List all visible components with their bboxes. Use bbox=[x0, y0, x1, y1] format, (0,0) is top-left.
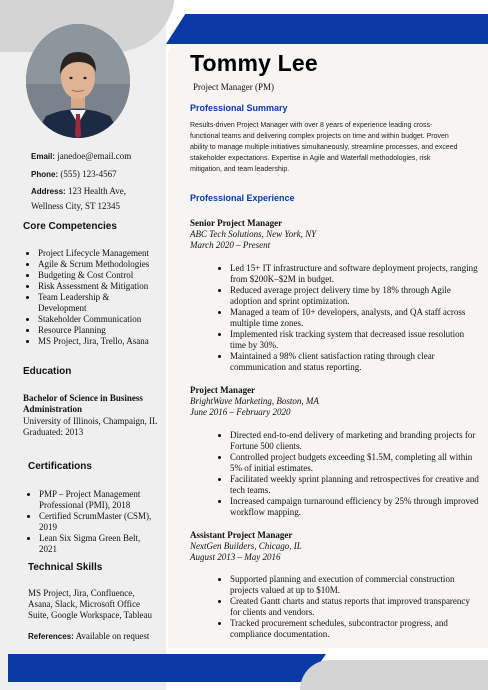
education-graduated: Graduated: 2013 bbox=[23, 427, 84, 437]
address-label: Address: bbox=[31, 187, 66, 196]
job-company: BrightWave Marketing, Boston, MA bbox=[190, 396, 319, 406]
education-degree: Bachelor of Science in Business Administration bbox=[23, 393, 143, 414]
contact-phone bbox=[31, 169, 117, 180]
address-line1: 123 Health Ave, bbox=[67, 186, 127, 196]
bottom-blue-banner bbox=[8, 654, 326, 682]
references-label: References: bbox=[28, 632, 74, 641]
list-item: • Project Lifecycle Management bbox=[38, 248, 178, 259]
professional-summary-heading: Professional Summary bbox=[190, 103, 288, 113]
job-title: Senior Project Manager bbox=[190, 218, 283, 228]
list-item: • Stakeholder Communication bbox=[38, 314, 178, 325]
references-value: Available on request bbox=[75, 631, 150, 641]
list-item: • Lean Six Sigma Green Belt, 2021 bbox=[39, 533, 149, 555]
contact-email bbox=[31, 151, 131, 162]
job-bullets bbox=[219, 574, 480, 640]
list-item: • Managed a team of 10+ developers, analysts, and QA staff across multiple time zones. bbox=[230, 307, 480, 329]
email-value[interactable]: janedoe@email.com bbox=[57, 151, 132, 161]
technical-skills-heading: Technical Skills bbox=[28, 562, 103, 573]
job-company: ABC Tech Solutions, New York, NY bbox=[190, 229, 317, 239]
job-dates: August 2013 – May 2016 bbox=[190, 552, 281, 562]
list-item: • Facilitated weekly sprint planning and retrospectives for creative and tech teams. bbox=[230, 474, 480, 496]
education-heading: Education bbox=[23, 366, 72, 377]
list-item: • Increased campaign turnaround efficiency by 25% through improved workflow mapping. bbox=[230, 496, 480, 518]
top-blue-banner bbox=[166, 14, 488, 44]
list-item: • Controlled project budgets exceeding $1.5M, completing all within 5% of initial estimates. bbox=[230, 452, 480, 474]
contact-address bbox=[31, 186, 126, 197]
list-item: • Created Gantt charts and status reports that improved transparency for clients and vendors. bbox=[230, 596, 480, 618]
bottom-right-decorative-shape bbox=[300, 660, 488, 690]
list-item: • Team Leadership & Development bbox=[38, 292, 118, 314]
list-item: • Tracked procurement schedules, subcontractor progress, and compliance documentation. bbox=[230, 618, 480, 640]
list-item: • Risk Assessment & Mitigation bbox=[38, 281, 178, 292]
list-item: • Maintained a 98% client satisfaction rating through clear communication and status reporting. bbox=[230, 351, 480, 373]
list-item: • Agile & Scrum Methodologies bbox=[38, 259, 178, 270]
address-line2: Wellness City, ST 12345 bbox=[31, 201, 121, 211]
certifications-list bbox=[26, 489, 171, 555]
list-item: • Led 15+ IT infrastructure and software deployment projects, ranging from $200K–$2M in budget. bbox=[230, 263, 480, 285]
candidate-role: Project Manager (PM) bbox=[193, 82, 274, 92]
profile-photo bbox=[26, 24, 130, 138]
list-item: • Supported planning and execution of commercial construction projects valued at up to $10M. bbox=[230, 574, 480, 596]
job-title: Project Manager bbox=[190, 385, 256, 395]
list-item: • Reduced average project delivery time by 18% through Agile adoption and sprint optimization. bbox=[230, 285, 480, 307]
education-school: University of Illinois, Champaign, IL bbox=[23, 416, 158, 426]
list-item: • Directed end-to-end delivery of marketing and branding projects for Fortune 500 clients. bbox=[230, 430, 480, 452]
job-dates: June 2016 – February 2020 bbox=[190, 407, 291, 417]
list-item: • MS Project, Jira, Trello, Asana bbox=[38, 336, 178, 347]
phone-value: (555) 123-4567 bbox=[60, 169, 117, 179]
job-title: Assistant Project Manager bbox=[190, 530, 293, 540]
phone-label: Phone: bbox=[31, 170, 59, 179]
list-item: • Budgeting & Cost Control bbox=[38, 270, 178, 281]
email-label: Email: bbox=[31, 152, 56, 161]
job-bullets bbox=[219, 263, 480, 373]
job-dates: March 2020 – Present bbox=[190, 240, 271, 250]
professional-experience-heading: Professional Experience bbox=[190, 193, 295, 203]
list-item: • Certified ScrumMaster (CSM), 2019 bbox=[39, 511, 171, 533]
list-item: • Resource Planning bbox=[38, 325, 178, 336]
professional-summary-text: Results-driven Project Manager with over 8 years of experience leading cross-functional teams and delivering complex projects on time and within budget. Proven ability to manage multiple initiatives simultaneously, streamline processes, and exceed stakeholder expectations. Expertise in Agile and Waterfall methodologies, risk mitigation, and team leadership. bbox=[190, 122, 458, 173]
core-competencies-list bbox=[25, 248, 178, 347]
job-bullets bbox=[219, 430, 480, 518]
list-item: • Implemented risk tracking system that decreased issue resolution time by 30%. bbox=[230, 329, 480, 351]
references-line bbox=[28, 631, 178, 642]
core-competencies-heading: Core Competencies bbox=[23, 221, 117, 232]
list-item: • PMP – Project Management Professional (PMI), 2018 bbox=[39, 489, 171, 511]
certifications-heading: Certifications bbox=[28, 461, 92, 472]
candidate-name: Tommy Lee bbox=[190, 50, 318, 76]
technical-skills-text: MS Project, Jira, Confluence, Asana, Slack, Microsoft Office Suite, Google Workspace, Tableau bbox=[28, 588, 153, 620]
job-company: NextGen Builders, Chicago, IL bbox=[190, 541, 302, 551]
